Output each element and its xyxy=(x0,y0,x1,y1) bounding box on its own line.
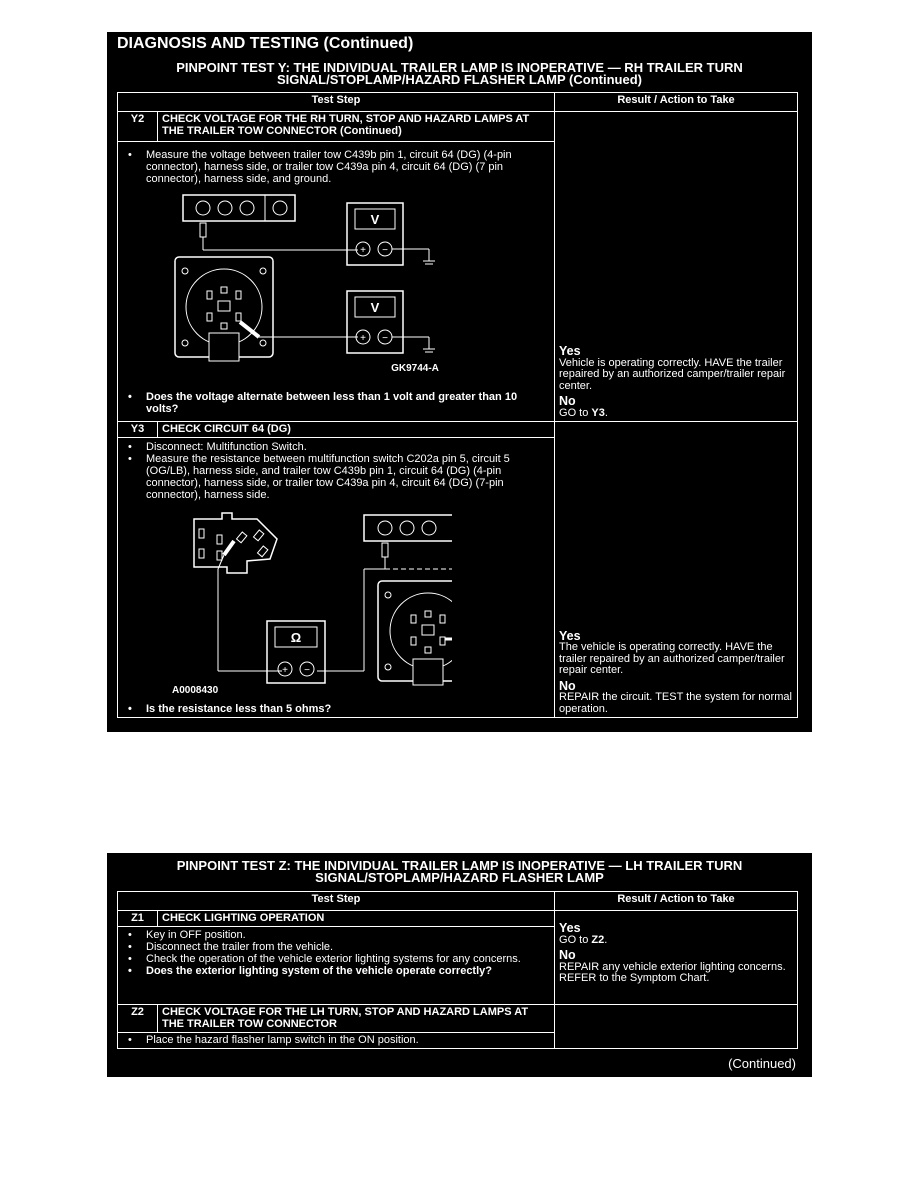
svg-text:−: − xyxy=(382,333,388,344)
step-title: CHECK VOLTAGE FOR THE RH TURN, STOP AND HAZARD LAMPS AT THE TRAILER TOW CONNECTOR (Continued) xyxy=(158,112,555,142)
question-item: • Does the exterior lighting system of the vehicle operate correctly? xyxy=(128,965,550,977)
svg-text:+: + xyxy=(360,333,366,344)
pinpoint-title: PINPOINT TEST Y: THE INDIVIDUAL TRAILER LAMP IS INOPERATIVE — RH TRAILER TURN SIGNAL/STOPLAMP/HAZARD FLASHER LAMP (Continued) xyxy=(176,60,743,87)
step-title: CHECK CIRCUIT 64 (DG) xyxy=(158,422,555,438)
voltmeter xyxy=(347,291,403,353)
step-body xyxy=(118,927,555,1005)
col-header-result: Result / Action to Take xyxy=(555,892,798,911)
voltage-test-diagram xyxy=(147,191,457,391)
pinpoint-test-y-panel xyxy=(107,32,812,732)
instruction-item: • Disconnect: Multifunction Switch. xyxy=(128,441,550,453)
result-text: Yes The vehicle is operating correctly. HAVE the trailer repaired by an authorized camper/trailer repair center. No REPAIR the circuit. TEST the system for normal operation. xyxy=(559,628,792,715)
test-table xyxy=(117,891,798,1049)
svg-text:V: V xyxy=(370,300,380,315)
seven-pin-connector xyxy=(378,581,452,685)
instruction-item: • Measure the voltage between trailer tow C439b pin 1, circuit 64 (DG) (4-pin connector), harness side, or trailer tow C439a pin 4, circuit 64 (DG) (7 pin connector), harness side, and ground. xyxy=(128,149,550,185)
result-cell xyxy=(555,422,798,718)
col-header-test-step: Test Step xyxy=(118,892,555,911)
instruction-item: • Check the operation of the vehicle exterior lighting systems for any concerns. xyxy=(128,953,550,965)
continued-label: (Continued) xyxy=(728,1056,796,1071)
instruction-item: • Measure the resistance between multifunction switch C202a pin 5, circuit 5 (OG/LB), harness side, and trailer tow C439b pin 1, circuit 64 (DG) (4-pin connector), harness side, or trailer tow C439a pin 4, circuit 64 (DG) (7-pin connector), harness side. xyxy=(128,453,550,501)
result-cell xyxy=(555,1005,798,1049)
figure-id: GK9744-A xyxy=(391,363,439,374)
question-item: • Is the resistance less than 5 ohms? xyxy=(128,703,550,715)
result-text: Yes GO to Z2. No REPAIR any vehicle exterior lighting concerns. REFER to the Symptom Chart. xyxy=(559,921,786,984)
col-header-test-step: Test Step xyxy=(118,93,555,112)
section-title: DIAGNOSIS AND TESTING (Continued) xyxy=(117,35,414,52)
svg-text:V: V xyxy=(370,212,380,227)
multifunction-switch-connector xyxy=(194,513,277,573)
resistance-test-diagram xyxy=(142,511,452,701)
voltmeter xyxy=(347,203,403,265)
ohmmeter xyxy=(267,621,325,683)
test-table xyxy=(117,92,798,718)
step-body xyxy=(118,438,555,718)
step-body xyxy=(118,142,555,422)
step-title: CHECK VOLTAGE FOR THE LH TURN, STOP AND HAZARD LAMPS AT THE TRAILER TOW CONNECTOR xyxy=(158,1005,555,1033)
step-number: Y2 xyxy=(118,112,158,142)
svg-text:−: − xyxy=(304,665,310,676)
svg-text:+: + xyxy=(282,665,288,676)
step-number: Z2 xyxy=(118,1005,158,1033)
result-text: Yes Vehicle is operating correctly. HAVE the trailer repaired by an authorized camper/trailer repair center. No GO to Y3. xyxy=(559,344,786,419)
figure-id: A0008430 xyxy=(172,685,219,696)
pinpoint-title: PINPOINT TEST Z: THE INDIVIDUAL TRAILER LAMP IS INOPERATIVE — LH TRAILER TURN SIGNAL/STOPLAMP/HAZARD FLASHER LAMP xyxy=(176,858,743,885)
pinpoint-test-z-panel xyxy=(107,853,812,1077)
step-number: Z1 xyxy=(118,911,158,927)
result-cell xyxy=(555,911,798,1005)
instruction-item: • Place the hazard flasher lamp switch in the ON position. xyxy=(128,1034,550,1046)
four-pin-connector xyxy=(364,515,452,557)
instruction-item: • Key in OFF position. xyxy=(128,929,550,941)
step-title: CHECK LIGHTING OPERATION xyxy=(158,911,555,927)
svg-text:Ω: Ω xyxy=(290,630,302,645)
svg-text:−: − xyxy=(382,245,388,256)
svg-text:+: + xyxy=(360,245,366,256)
four-pin-connector xyxy=(183,195,295,237)
col-header-result: Result / Action to Take xyxy=(555,93,798,112)
result-cell xyxy=(555,112,798,422)
step-number: Y3 xyxy=(118,422,158,438)
instruction-item: • Disconnect the trailer from the vehicle. xyxy=(128,941,550,953)
question-item: • Does the voltage alternate between less than 1 volt and greater than 10 volts? xyxy=(128,391,550,415)
step-body xyxy=(118,1033,555,1049)
seven-pin-connector xyxy=(175,257,273,361)
